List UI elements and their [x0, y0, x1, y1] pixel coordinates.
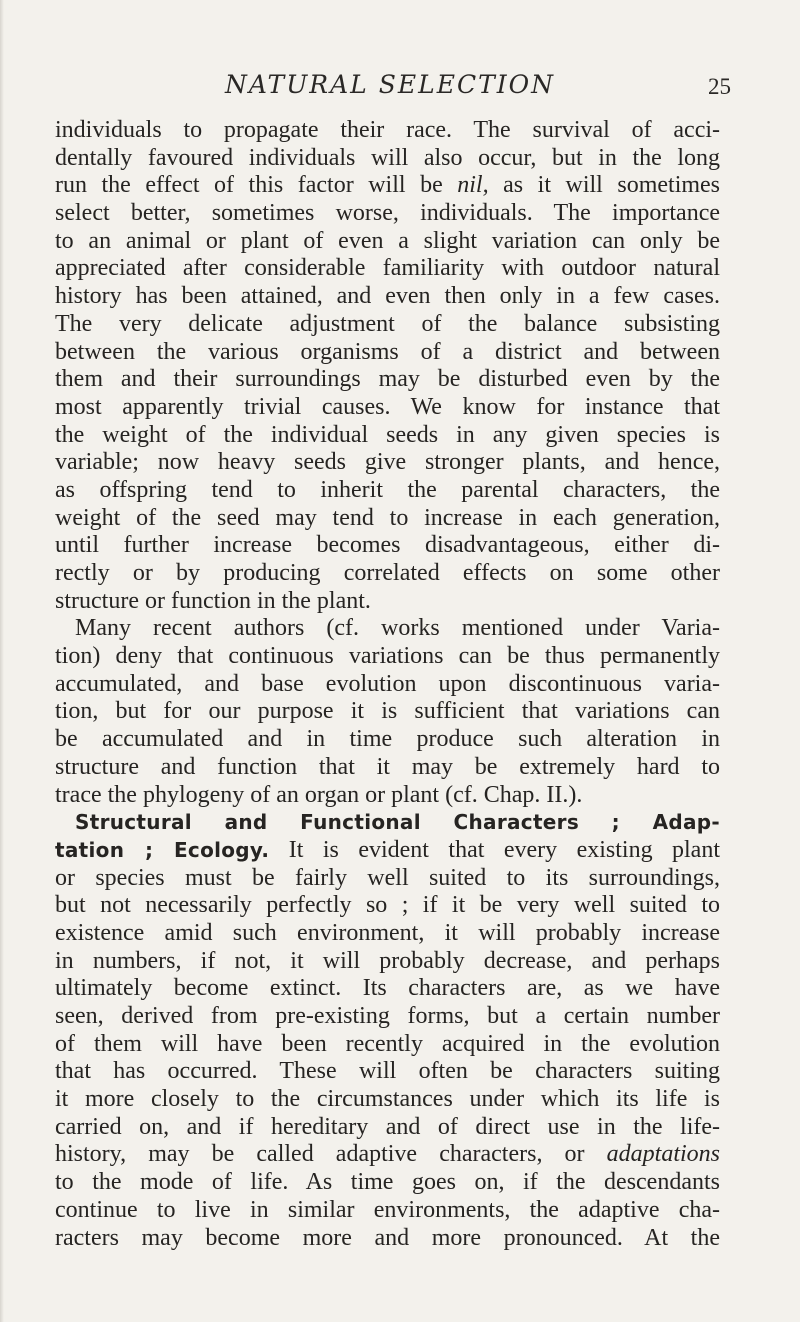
text-line: accumulated, and base evolution upon discontinuous varia-	[55, 670, 720, 697]
page-edge-shadow	[0, 0, 4, 1322]
text-line: individuals to propagate their race. The survival of acci-	[55, 117, 720, 143]
text-line: structure or function in the plant.	[55, 587, 371, 614]
italic-term-nil: nil,	[457, 172, 489, 199]
text-line: seen, derived from pre-existing forms, but a certain number	[55, 1003, 720, 1029]
text-line: racters may become more and more pronounced. At the	[55, 1224, 720, 1251]
text-run: It is evident that every existing plant	[288, 836, 721, 863]
page-number: 25	[708, 74, 731, 99]
text-line: but not necessarily perfectly so ; if it be very well suited to	[55, 892, 720, 919]
text-line: until further increase becomes disadvantageous, either di-	[55, 532, 720, 559]
text-line: Many recent authors (cf. works mentioned under Varia-	[75, 615, 720, 642]
text-line: tion, but for our purpose it is sufficient that variations can	[55, 698, 720, 725]
text-line: structure and function that it may be extremely hard to	[55, 753, 720, 780]
text-line: existence amid such environment, it will probably increase	[55, 919, 720, 946]
text-line: between the various organisms of a district and between	[55, 338, 720, 365]
section-heading-continued: tation ; Ecology.	[55, 837, 270, 862]
text-line: that has occurred. These will often be characters suiting	[55, 1058, 720, 1085]
text-line: or species must be fairly well suited to its surroundings,	[55, 864, 720, 891]
text-line: to the mode of life. As time goes on, if the descendants	[55, 1169, 720, 1196]
text-run: run the effect of this factor will be	[55, 172, 443, 199]
body-text	[55, 117, 720, 1252]
text-run: history, may be called adaptive characters, or	[55, 1141, 585, 1168]
text-line: most apparently trivial causes. We know for instance that	[55, 393, 720, 420]
text-line	[55, 172, 720, 200]
text-line: The very delicate adjustment of the balance subsisting	[55, 310, 720, 337]
text-line: of them will have been recently acquired in the evolution	[55, 1030, 720, 1057]
text-line: them and their surroundings may be disturbed even by the	[55, 366, 720, 393]
text-line: continue to live in similar environments, the adaptive cha-	[55, 1196, 720, 1223]
text-line: carried on, and if hereditary and of direct use in the life-	[55, 1113, 720, 1140]
text-line: as offspring tend to inherit the parental characters, the	[55, 476, 720, 503]
text-line: trace the phylogeny of an organ or plant (cf. Chap. II.).	[55, 781, 583, 808]
text-line: variable; now heavy seeds give stronger plants, and hence,	[55, 449, 720, 476]
text-line: dentally favoured individuals will also occur, but in the long	[55, 144, 720, 171]
text-line: ultimately become extinct. Its characters are, as we have	[55, 975, 720, 1002]
page-header	[0, 70, 800, 110]
text-line: history has been attained, and even then only in a few cases.	[55, 283, 720, 310]
text-line	[55, 837, 720, 865]
italic-term-adaptations: adaptations	[606, 1141, 720, 1168]
text-line: it more closely to the circumstances under which its life is	[55, 1086, 720, 1113]
section-heading: Structural and Functional Characters ; Adap-	[75, 810, 720, 835]
running-title: NATURAL SELECTION	[225, 70, 556, 99]
text-line: the weight of the individual seeds in any given species is	[55, 421, 720, 448]
text-line: select better, sometimes worse, individuals. The importance	[55, 200, 720, 227]
text-line: be accumulated and in time produce such alteration in	[55, 726, 720, 753]
text-line: in numbers, if not, it will probably decrease, and perhaps	[55, 947, 720, 974]
text-line: tion) deny that continuous variations can be thus permanently	[55, 643, 720, 670]
text-line: rectly or by producing correlated effects on some other	[55, 560, 720, 586]
text-line: weight of the seed may tend to increase in each generation,	[55, 504, 720, 531]
text-line: to an animal or plant of even a slight variation can only be	[55, 227, 720, 254]
text-line	[55, 1141, 720, 1169]
text-line	[55, 809, 720, 837]
text-run: as it will sometimes	[503, 172, 721, 199]
text-line: appreciated after considerable familiarity with outdoor natural	[55, 255, 720, 282]
